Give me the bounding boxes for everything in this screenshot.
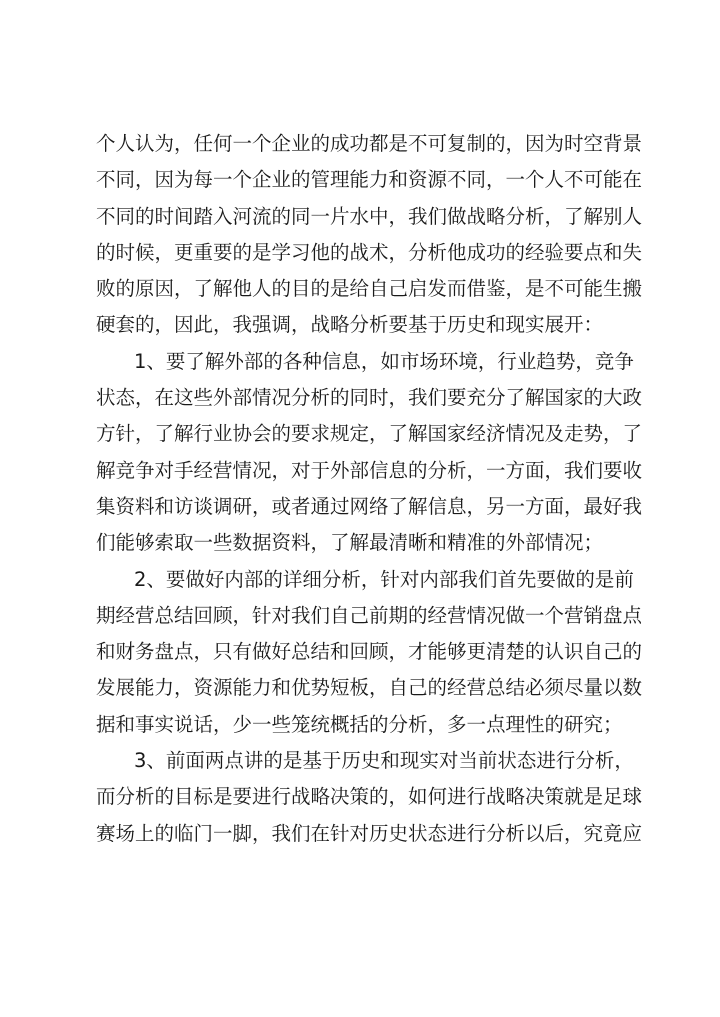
point-3-line-3: 赛场上的临门一脚，我们在针对历史状态进行分析以后，究竟应 bbox=[96, 821, 643, 845]
paragraph-intro-line-6: 硬套的，因此，我强调，战略分析要基于历史和现实展开： bbox=[96, 313, 604, 337]
point-1-line-2: 状态，在这些外部情况分析的同时，我们要充分了解国家的大政 bbox=[96, 386, 643, 410]
point-2-line-3: 和财务盘点，只有做好总结和回顾，才能够更清楚的认识自己的 bbox=[96, 640, 643, 664]
point-2-line-5: 据和事实说话，少一些笼统概括的分析，多一点理性的研究； bbox=[96, 712, 623, 736]
point-1-line-3: 方针，了解行业协会的要求规定，了解国家经济情况及走势，了 bbox=[96, 422, 643, 446]
paragraph-intro-line-3: 不同的时间踏入河流的同一片水中，我们做战略分析，了解别人 bbox=[96, 204, 643, 228]
point-1-line-5: 集资料和访谈调研，或者通过网络了解信息，另一方面，最好我 bbox=[96, 494, 643, 518]
point-2-line-1: 2、要做好内部的详细分析，针对内部我们首先要做的是前 bbox=[134, 567, 634, 591]
body-text bbox=[96, 126, 643, 852]
point-2-line-2: 期经营总结回顾，针对我们自己前期的经营情况做一个营销盘点 bbox=[96, 603, 643, 627]
point-2-line-4: 发展能力，资源能力和优势短板，自己的经营总结必须尽量以数 bbox=[96, 676, 643, 700]
point-1-line-1: 1、要了解外部的各种信息，如市场环境，行业趋势，竞争 bbox=[134, 349, 634, 373]
point-3-line-2: 而分析的目标是要进行战略决策的，如何进行战略决策就是足球 bbox=[96, 785, 643, 809]
paragraph-intro-line-5: 败的原因，了解他人的目的是给自己启发而借鉴，是不可能生搬 bbox=[96, 277, 643, 301]
paragraph-intro-line-4: 的时候，更重要的是学习他的战术，分析他成功的经验要点和失 bbox=[96, 240, 643, 264]
point-1-line-6: 们能够索取一些数据资料，了解最清晰和精准的外部情况； bbox=[96, 531, 604, 555]
paragraph-intro-line-2: 不同，因为每一个企业的管理能力和资源不同，一个人不可能在 bbox=[96, 168, 643, 192]
point-3-line-1: 3、前面两点讲的是基于历史和现实对当前状态进行分析， bbox=[134, 749, 634, 773]
paragraph-intro-line-1: 个人认为，任何一个企业的成功都是不可复制的，因为时空背景 bbox=[96, 132, 643, 155]
point-1-line-4: 解竞争对手经营情况，对于外部信息的分析，一方面，我们要收 bbox=[96, 458, 643, 482]
